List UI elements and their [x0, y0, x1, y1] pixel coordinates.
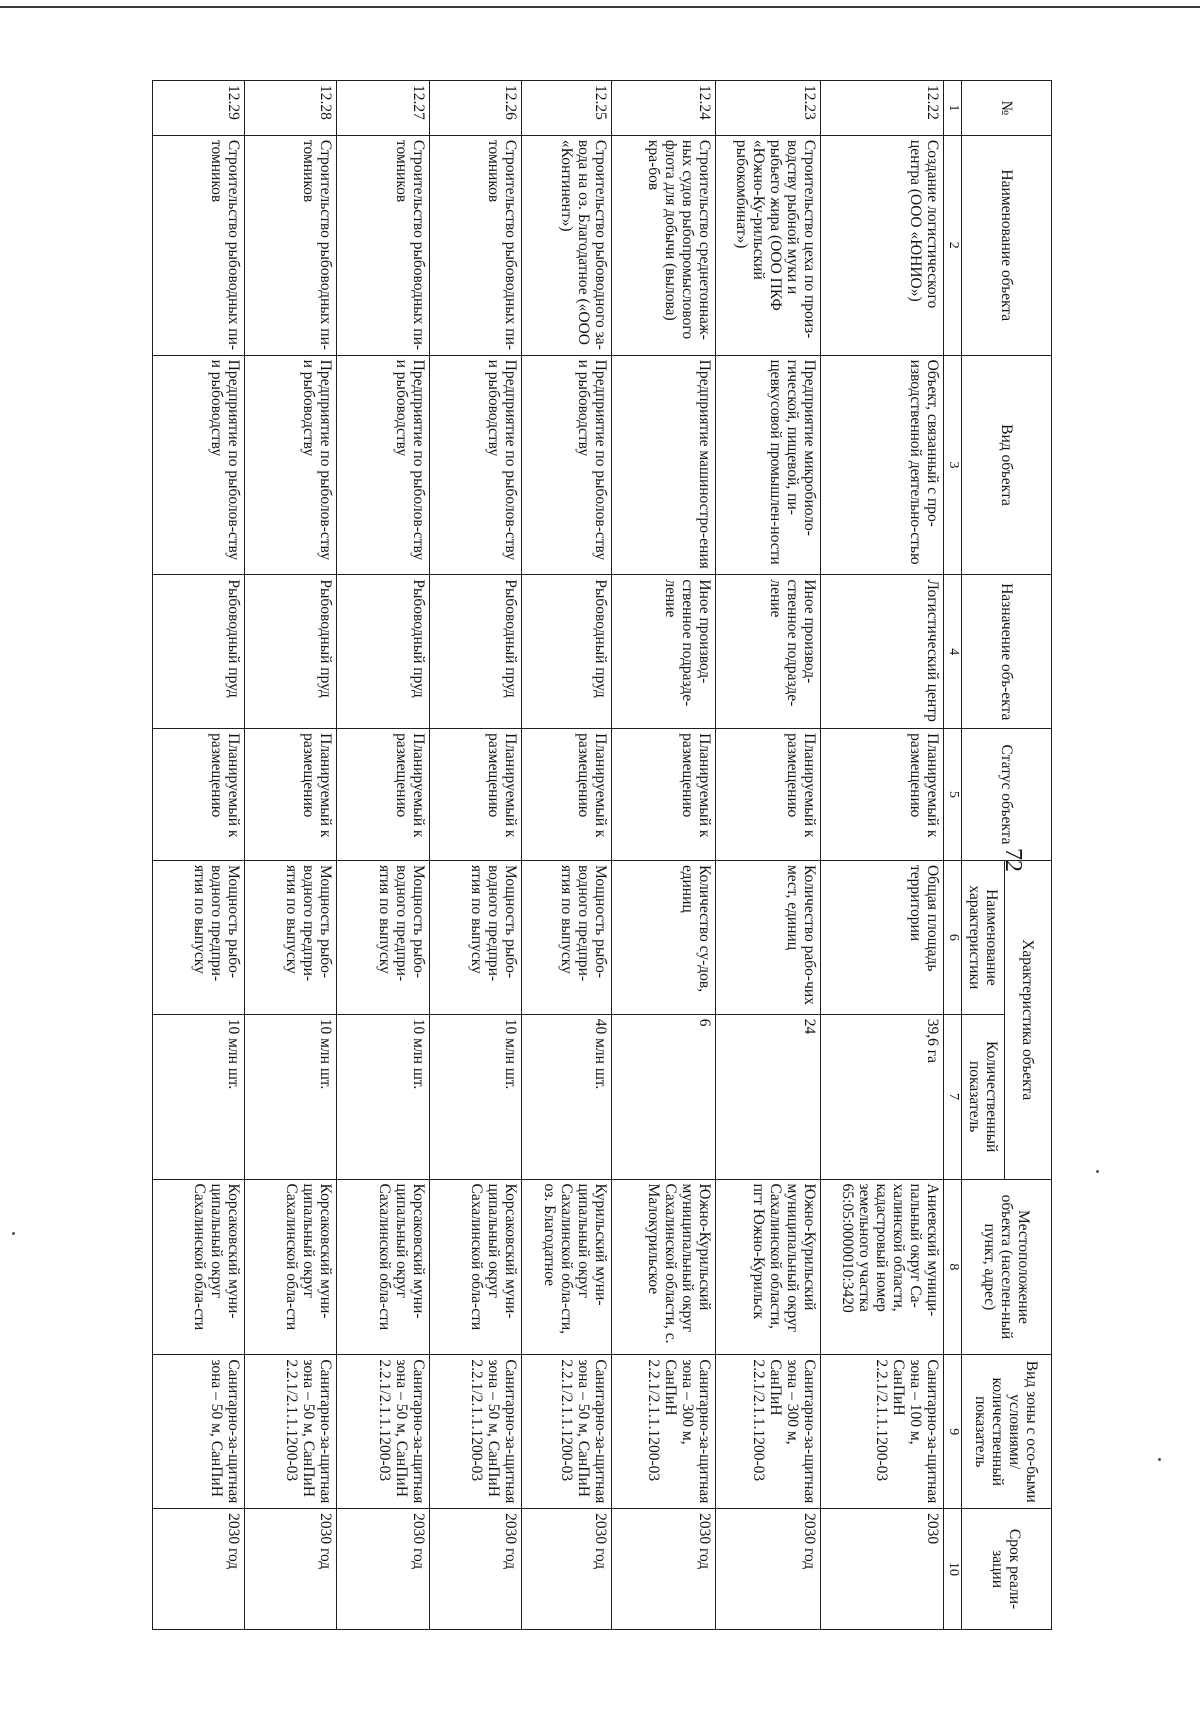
header-row: [1005, 81, 1052, 1630]
cell-zone: Санитарно-за-щитная зона – 50 м, СанПиН 2.2.1/2.1.1.1200-03: [521, 1355, 611, 1509]
cell-location: Корсаковский муни-ципальный округ Сахалинской обла-сти: [429, 1179, 521, 1355]
cell-purpose: Рыбоводный пруд: [429, 575, 521, 729]
cell-status: Планируемый к размещению: [337, 729, 429, 861]
header-location: Местоположение объекта (населен-ный пункт, адрес): [962, 1179, 1052, 1355]
table-row: [153, 81, 245, 1630]
cell-name: Строительство рыбоводного за-вода на оз. Благодатное («ООО «Континент»): [521, 135, 611, 355]
cell-no: 12.28: [245, 81, 337, 136]
header-char-value: Количественный показатель: [962, 1014, 1005, 1179]
cell-name: Создание логистического центра (ООО «ЮНИО»): [820, 135, 943, 355]
table-row: [429, 81, 521, 1630]
cell-zone: Санитарно-за-щитная зона – 50 м, СанПиН 2.2.1/2.1.1.1200-03: [429, 1355, 521, 1509]
column-number: 7: [943, 1014, 961, 1179]
cell-purpose: Рыбоводный пруд: [153, 575, 245, 729]
table-row: [820, 81, 943, 1630]
cell-purpose: Логистический центр: [820, 575, 943, 729]
cell-no: 12.29: [153, 81, 245, 136]
scan-speck: [12, 1232, 15, 1235]
cell-term: 2030 год: [337, 1509, 429, 1630]
cell-status: Планируемый к размещению: [245, 729, 337, 861]
cell-location: Курильский муни-ципальный округ Сахалинской обла-сти, оз. Благодатное: [521, 1179, 611, 1355]
cell-term: 2030 год: [153, 1509, 245, 1630]
header-purpose: Назначение объ-екта: [962, 575, 1052, 729]
cell-char-value: 39,6 га: [820, 1014, 943, 1179]
cell-status: Планируемый к размещению: [716, 729, 820, 861]
column-number: 5: [943, 729, 961, 861]
header-no: №: [962, 81, 1052, 136]
header-type: Вид объекта: [962, 355, 1052, 575]
header-zone: Вид зоны с осо-быми условиями/ количественный показатель: [962, 1355, 1052, 1509]
cell-char-value: 10 млн шт.: [429, 1014, 521, 1179]
column-number: 9: [943, 1355, 961, 1509]
cell-zone: Санитарно-за-щитная зона – 50 м, СанПиН 2.2.1/2.1.1.1200-03: [337, 1355, 429, 1509]
cell-type: Предприятие по рыболов-ству и рыбоводству: [337, 355, 429, 575]
cell-no: 12.25: [521, 81, 611, 136]
column-number: 2: [943, 135, 961, 355]
table-row: [611, 81, 715, 1630]
cell-char-name: Мощность рыбо-водного предпри-ятия по выпуску: [429, 860, 521, 1014]
cell-zone: Санитарно-за-щитная зона – 100 м, СанПиН 2.2.1/2.1.1.1200-03: [820, 1355, 943, 1509]
header-characteristics: Характеристика объекта: [1005, 860, 1052, 1179]
cell-no: 12.26: [429, 81, 521, 136]
cell-char-value: 6: [611, 1014, 715, 1179]
cell-type: Предприятие по рыболов-ству и рыбоводству: [153, 355, 245, 575]
cell-type: Предприятие микробиоло-гической, пищевой, пи-щевкусовой промышлен-ности: [716, 355, 820, 575]
cell-term: 2030 год: [429, 1509, 521, 1630]
column-number: 3: [943, 355, 961, 575]
cell-name: Строительство цеха по произ-водству рыбной муки и рыбьего жира (ООО ПКФ «Южно-Ку-рильский рыбокомбинат»): [716, 135, 820, 355]
table-row: [245, 81, 337, 1630]
scan-speck: [1158, 1458, 1161, 1461]
column-number: 10: [943, 1509, 961, 1630]
cell-location: Южно-Курильский муниципальный округ Сахалинской области, пгт Южно-Курильск: [716, 1179, 820, 1355]
column-number-row: [943, 81, 961, 1630]
cell-term: 2030 год: [521, 1509, 611, 1630]
header-term: Срок реали-зации: [962, 1509, 1052, 1630]
cell-location: Корсаковский муни-ципальный округ Сахалинской обла-сти: [153, 1179, 245, 1355]
cell-name: Строительство рыбоводных пи-томников: [245, 135, 337, 355]
cell-zone: Санитарно-за-щитная зона – 300 м, СанПиН 2.2.1/2.1.1.1200-03: [716, 1355, 820, 1509]
cell-char-value: 24: [716, 1014, 820, 1179]
cell-purpose: Рыбоводный пруд: [521, 575, 611, 729]
cell-status: Планируемый к размещению: [153, 729, 245, 861]
cell-char-value: 10 млн шт.: [153, 1014, 245, 1179]
cell-char-name: Мощность рыбо-водного предпри-ятия по выпуску: [245, 860, 337, 1014]
column-number: 6: [943, 860, 961, 1014]
cell-purpose: Рыбоводный пруд: [337, 575, 429, 729]
cell-status: Планируемый к размещению: [429, 729, 521, 861]
cell-name: Строительство рыбоводных пи-томников: [337, 135, 429, 355]
column-number: 8: [943, 1179, 961, 1355]
cell-char-name: Мощность рыбо-водного предпри-ятия по выпуску: [337, 860, 429, 1014]
rotated-table-sheet: [152, 80, 1052, 1630]
scan-speck: [1096, 1170, 1099, 1173]
table-row: [521, 81, 611, 1630]
cell-type: Предприятие по рыболов-ству и рыбоводству: [245, 355, 337, 575]
cell-type: Предприятие машиностро-ения: [611, 355, 715, 575]
cell-char-value: 40 млн шт.: [521, 1014, 611, 1179]
cell-purpose: Рыбоводный пруд: [245, 575, 337, 729]
cell-char-name: Мощность рыбо-водного предпри-ятия по выпуску: [521, 860, 611, 1014]
cell-name: Строительство рыбоводных пи-томников: [153, 135, 245, 355]
cell-name: Строительство рыбоводных пи-томников: [429, 135, 521, 355]
column-number: 1: [943, 81, 961, 136]
cell-zone: Санитарно-за-щитная зона – 50 м, СанПиН 2.2.1/2.1.1.1200-03: [245, 1355, 337, 1509]
scan-edge-line: [0, 6, 1200, 8]
cell-no: 12.23: [716, 81, 820, 136]
cell-no: 12.24: [611, 81, 715, 136]
column-number: 4: [943, 575, 961, 729]
cell-char-name: Мощность рыбо-водного предпри-ятия по выпуску: [153, 860, 245, 1014]
cell-char-name: Количество су-дов, единиц: [611, 860, 715, 1014]
cell-location: Аниевский муници-пальный округ Са-халинской области, кадастровый номер земельного участка 65:05:0000010:3420: [820, 1179, 943, 1355]
header-char-name: Наименование характеристики: [962, 860, 1005, 1014]
cell-purpose: Иное производ-ственное подразде-ление: [716, 575, 820, 729]
cell-status: Планируемый к размещению: [521, 729, 611, 861]
cell-char-name: Общая площадь территории: [820, 860, 943, 1014]
cell-zone: Санитарно-за-щитная зона – 300 м, СанПиН 2.2.1/2.1.1.1200-03: [611, 1355, 715, 1509]
cell-term: 2030 год: [611, 1509, 715, 1630]
cell-no: 12.27: [337, 81, 429, 136]
cell-char-value: 10 млн шт.: [245, 1014, 337, 1179]
cell-term: 2030 год: [245, 1509, 337, 1630]
cell-type: Предприятие по рыболов-ству и рыбоводству: [429, 355, 521, 575]
cell-char-value: 10 млн шт.: [337, 1014, 429, 1179]
cell-location: Южно-Курильский муниципальный округ Сахалинской области, с. Малокурильское: [611, 1179, 715, 1355]
cell-location: Корсаковский муни-ципальный округ Сахалинской обла-сти: [245, 1179, 337, 1355]
cell-location: Корсаковский муни-ципальный округ Сахалинской обла-сти: [337, 1179, 429, 1355]
cell-term: 2030 год: [716, 1509, 820, 1630]
cell-purpose: Иное производ-ственное подразде-ление: [611, 575, 715, 729]
cell-char-name: Количество рабо-чих мест, единиц: [716, 860, 820, 1014]
cell-no: 12.22: [820, 81, 943, 136]
cell-name: Строительство среднетоннаж-ных судов рыбопромыслового флота для добычи (вылова) кра-бов: [611, 135, 715, 355]
table-row: [716, 81, 820, 1630]
objects-table: [152, 80, 1052, 1630]
page-number: 72: [1000, 848, 1026, 872]
header-status: Статус объекта: [962, 729, 1052, 861]
cell-type: Предприятие по рыболов-ству и рыбоводству: [521, 355, 611, 575]
cell-status: Планируемый к размещению: [611, 729, 715, 861]
header-name: Наименование объекта: [962, 135, 1052, 355]
cell-zone: Санитарно-за-щитная зона – 50 м, СанПиН: [153, 1355, 245, 1509]
cell-status: Планируемый к размещению: [820, 729, 943, 861]
cell-type: Объект, связанный с про-изводственной деятельно-стью: [820, 355, 943, 575]
table-row: [337, 81, 429, 1630]
cell-term: 2030: [820, 1509, 943, 1630]
